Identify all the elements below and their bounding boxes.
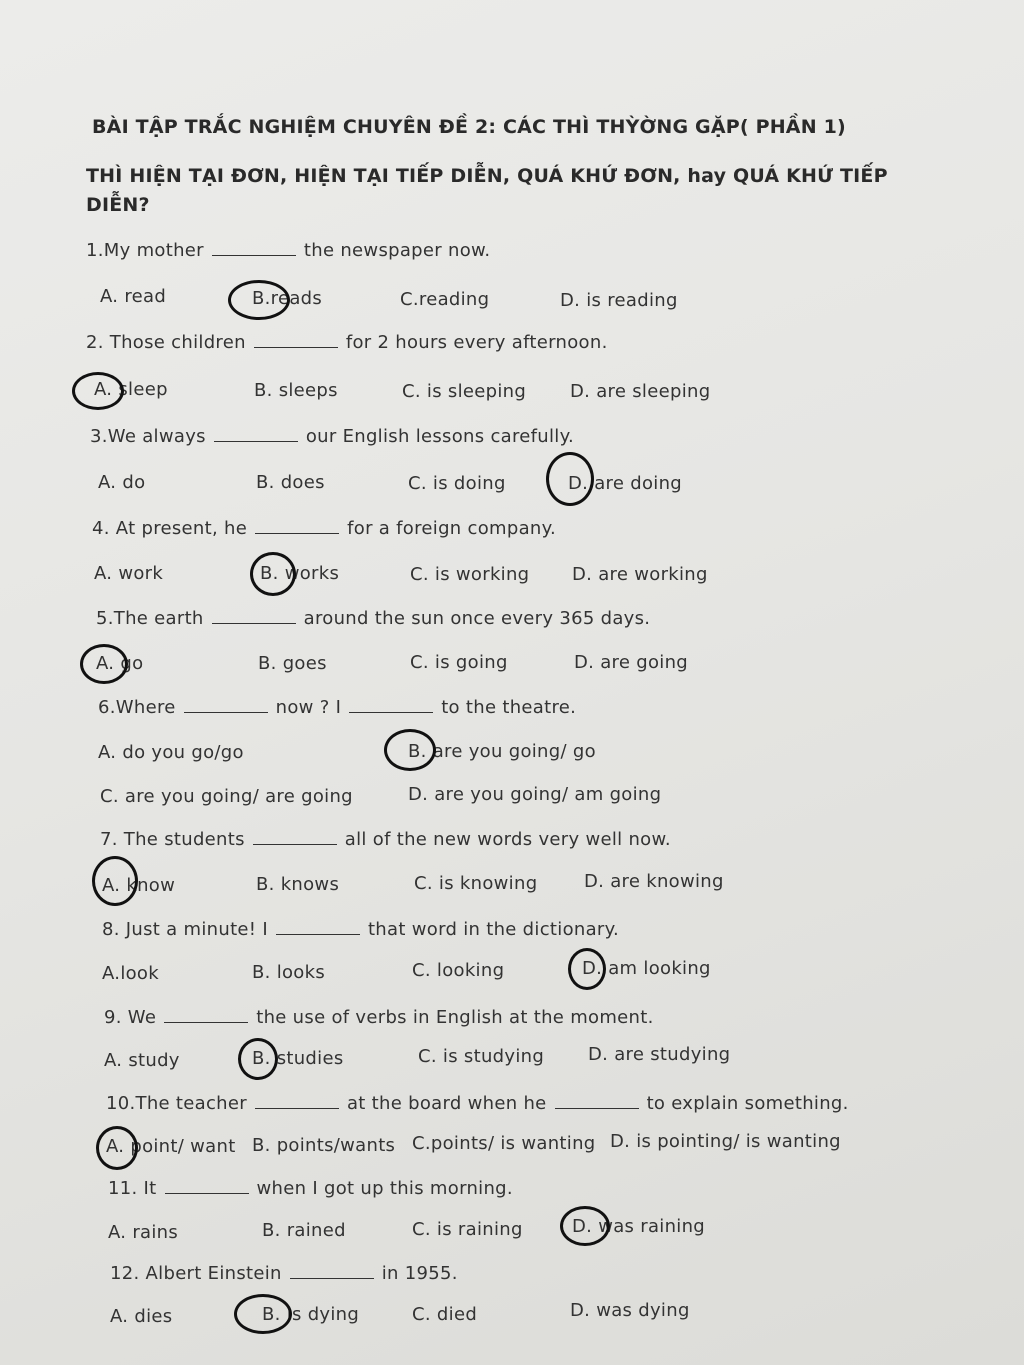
option-6a[interactable]: A. do you go/go xyxy=(98,742,244,763)
option-5d[interactable]: D. are going xyxy=(574,652,689,673)
option-12c[interactable]: C. died xyxy=(412,1304,478,1325)
answer-circle-4 xyxy=(250,552,296,596)
worksheet-subtitle: THÌ HIỆN TẠI ĐƠN, HIỆN TẠI TIẾP DIỄN, QUÁ KHỨ ĐƠN, hay QUÁ KHỨ TIẾP DIỄN? xyxy=(86,165,888,216)
option-4a[interactable]: A. work xyxy=(94,563,164,584)
option-7b[interactable]: B. knows xyxy=(256,874,340,895)
answer-blank xyxy=(212,254,296,256)
answer-circle-8 xyxy=(568,948,606,990)
option-12d[interactable]: D. was dying xyxy=(570,1300,690,1321)
option-7a[interactable]: A. know xyxy=(102,875,176,896)
answer-blank xyxy=(255,532,339,534)
answer-blank xyxy=(290,1277,374,1279)
question-9: 9. We the use of verbs in English at the moment. xyxy=(104,1007,654,1028)
question-5: 5.The earth around the sun once every 365 days. xyxy=(96,608,651,629)
question-6: 6.Where now ? I to the theatre. xyxy=(98,697,577,718)
option-2c[interactable]: C. is sleeping xyxy=(402,381,527,402)
question-12: 12. Albert Einstein in 1955. xyxy=(110,1263,458,1284)
option-5c[interactable]: C. is going xyxy=(410,652,508,673)
option-11b[interactable]: B. rained xyxy=(262,1220,346,1241)
option-12a[interactable]: A. dies xyxy=(110,1306,173,1327)
answer-blank xyxy=(276,933,360,935)
answer-blank xyxy=(212,622,296,624)
answer-circle-2 xyxy=(72,372,124,410)
option-11d[interactable]: D. was raining xyxy=(572,1216,706,1237)
option-2d[interactable]: D. are sleeping xyxy=(570,381,711,402)
option-7d[interactable]: D. are knowing xyxy=(584,871,724,892)
option-1d[interactable]: D. is reading xyxy=(560,290,678,311)
worksheet-title: BÀI TẬP TRẮC NGHIỆM CHUYÊN ĐỀ 2: CÁC THÌ THỲỜNG GẶP( PHẦN 1) xyxy=(92,116,846,138)
answer-blank xyxy=(214,440,298,442)
option-9b[interactable]: B. studies xyxy=(252,1048,344,1069)
answer-blank xyxy=(555,1107,639,1109)
option-3c[interactable]: C. is doing xyxy=(408,473,506,494)
option-8a[interactable]: A.look xyxy=(102,963,159,984)
question-10: 10.The teacher at the board when he to explain something. xyxy=(106,1093,849,1114)
option-11c[interactable]: C. is raining xyxy=(412,1219,523,1240)
question-4: 4. At present, he for a foreign company. xyxy=(92,518,557,539)
answer-circle-10 xyxy=(96,1126,138,1170)
option-11a[interactable]: A. rains xyxy=(108,1222,179,1243)
option-10b[interactable]: B. points/wants xyxy=(252,1135,396,1156)
option-2b[interactable]: B. sleeps xyxy=(254,380,338,401)
option-3a[interactable]: A. do xyxy=(98,472,146,493)
option-6d[interactable]: D. are you going/ am going xyxy=(408,784,662,805)
option-10c[interactable]: C.points/ is wanting xyxy=(412,1133,596,1154)
answer-blank xyxy=(184,711,268,713)
answer-blank xyxy=(349,711,433,713)
question-8: 8. Just a minute! I that word in the dictionary. xyxy=(102,919,620,940)
option-8c[interactable]: C. looking xyxy=(412,960,505,981)
option-6c[interactable]: C. are you going/ are going xyxy=(100,786,353,807)
option-8d[interactable]: D. am looking xyxy=(582,958,711,979)
question-1: 1.My mother the newspaper now. xyxy=(86,240,491,261)
answer-circle-11 xyxy=(560,1206,610,1246)
answer-circle-5 xyxy=(80,644,128,684)
question-7: 7. The students all of the new words very well now. xyxy=(100,829,671,850)
option-9c[interactable]: C. is studying xyxy=(418,1046,545,1067)
option-10d[interactable]: D. is pointing/ is wanting xyxy=(610,1131,841,1152)
answer-circle-9 xyxy=(238,1038,278,1080)
answer-circle-1 xyxy=(228,280,290,320)
option-6b[interactable]: B. are you going/ go xyxy=(408,741,596,762)
answer-blank xyxy=(164,1021,248,1023)
answer-circle-7 xyxy=(92,856,138,906)
answer-blank xyxy=(255,1107,339,1109)
option-12b[interactable]: B. is dying xyxy=(262,1304,360,1325)
option-5a[interactable]: A. go xyxy=(96,653,144,674)
option-1c[interactable]: C.reading xyxy=(400,289,490,310)
option-3b[interactable]: B. does xyxy=(256,472,325,493)
option-1b[interactable]: B.reads xyxy=(252,288,323,309)
option-4d[interactable]: D. are working xyxy=(572,564,708,585)
option-3d[interactable]: D. are doing xyxy=(568,473,683,494)
answer-circle-12 xyxy=(234,1294,292,1334)
answer-blank xyxy=(254,346,338,348)
answer-circle-3 xyxy=(546,452,594,506)
option-5b[interactable]: B. goes xyxy=(258,653,327,674)
option-7c[interactable]: C. is knowing xyxy=(414,873,538,894)
question-2: 2. Those children for 2 hours every afternoon. xyxy=(86,332,608,353)
answer-blank xyxy=(253,843,337,845)
question-3: 3.We always our English lessons carefully. xyxy=(90,426,574,447)
option-8b[interactable]: B. looks xyxy=(252,962,326,983)
option-10a[interactable]: A. point/ want xyxy=(106,1136,236,1157)
answer-blank xyxy=(165,1192,249,1194)
option-1a[interactable]: A. read xyxy=(100,286,167,307)
option-4c[interactable]: C. is working xyxy=(410,564,530,585)
question-11: 11. It when I got up this morning. xyxy=(108,1178,513,1199)
answer-circle-6 xyxy=(384,729,436,771)
option-9a[interactable]: A. study xyxy=(104,1050,180,1071)
option-9d[interactable]: D. are studying xyxy=(588,1044,731,1065)
option-2a[interactable]: A. sleep xyxy=(94,379,168,400)
option-4b[interactable]: B. works xyxy=(260,563,340,584)
